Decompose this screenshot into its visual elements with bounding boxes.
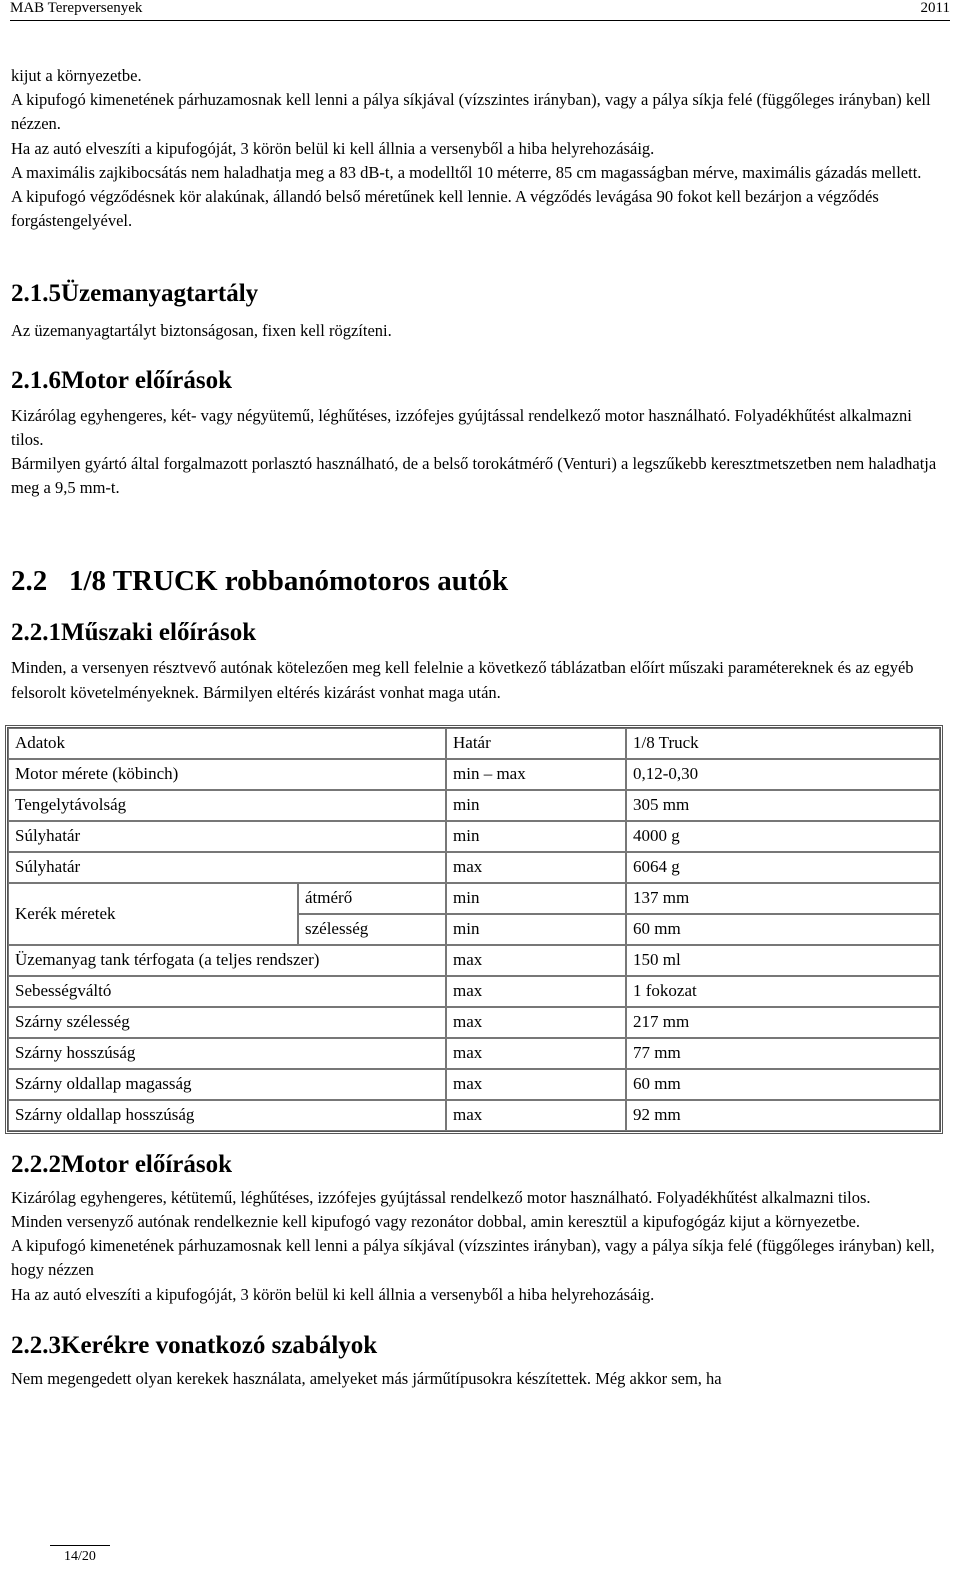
table-row xyxy=(8,883,940,914)
section-title: 1/8 TRUCK robbanómotoros autók xyxy=(69,565,509,598)
table-cell: 0,12-0,30 xyxy=(626,759,940,790)
paragraph: A maximális zajkibocsátás nem haladhatja meg a 83 dB-t, a modelltől 10 méterre, 85 cm magasságban mérve, maximális gázadás mellett. xyxy=(11,162,922,182)
paragraph: A kipufogó kimenetének párhuzamosnak kell lenni a pálya síkjával (vízszintes irányban), vagy a pálya síkja felé (függőleges irányban) kell nézzen. xyxy=(11,90,931,134)
table-cell: max xyxy=(446,1100,626,1131)
table-cell: max xyxy=(446,1007,626,1038)
table-cell: Szárny szélesség xyxy=(8,1007,446,1038)
paragraph: Ha az autó elveszíti a kipufogóját, 3 körön belül ki kell állnia a versenyből a hiba helyrehozásáig. xyxy=(11,1284,655,1304)
table-cell: max xyxy=(446,945,626,976)
table-cell: min xyxy=(446,883,626,914)
paragraph: Nem megengedett olyan kerekek használata, amelyeket más járműtípusokra készítettek. Még akkor sem, ha xyxy=(11,1368,722,1388)
paragraph: Bármilyen gyártó által forgalmazott porlasztó használható, de a belső torokátmérő (Venturi) a legszűkebb keresztmetszetben nem haladhatja meg a 9,5 mm-t. xyxy=(11,454,937,498)
table-cell: Motor mérete (köbinch) xyxy=(8,759,446,790)
paragraph: Kizárólag egyhengeres, kétütemű, léghűtéses, izzófejes gyújtással rendelkező motor használható. Folyadékhűtést alkalmazni tilos. xyxy=(11,1187,871,1207)
section-number: 2.1.5 xyxy=(11,280,61,308)
header-year: 2011 xyxy=(920,0,950,16)
section-title: Motor előírások xyxy=(61,1150,233,1178)
table-cell: 150 ml xyxy=(626,945,940,976)
page-content xyxy=(11,64,941,1391)
header-title: MAB Terepversenyek xyxy=(10,0,143,16)
table-row xyxy=(8,790,940,821)
table-header-cell: 1/8 Truck xyxy=(626,728,940,759)
table-cell: min xyxy=(446,790,626,821)
section-heading-2-1-6 xyxy=(11,366,941,396)
table-cell: max xyxy=(446,1038,626,1069)
table-cell: Kerék méretek xyxy=(8,883,298,945)
table-row xyxy=(8,852,940,883)
section-title: Motor előírások xyxy=(61,366,233,394)
table-cell: Üzemanyag tank térfogata (a teljes rendszer) xyxy=(8,945,446,976)
table-cell: 305 mm xyxy=(626,790,940,821)
table-cell: Szárny oldallap magasság xyxy=(8,1069,446,1100)
table-cell: 60 mm xyxy=(626,1069,940,1100)
spec-table xyxy=(5,725,943,1134)
table-cell: szélesség xyxy=(298,914,446,945)
section-number: 2.2.2 xyxy=(11,1150,61,1178)
paragraph: kijut a környezetbe. xyxy=(11,66,142,85)
section-title: Műszaki előírások xyxy=(61,619,257,647)
table-cell: Szárny oldallap hosszúság xyxy=(8,1100,446,1131)
paragraph: Ha az autó elveszíti a kipufogóját, 3 körön belül ki kell állnia a versenyből a hiba helyrehozásáig. xyxy=(11,138,655,158)
paragraph: A kipufogó kimenetének párhuzamosnak kell lenni a pálya síkjával (vízszintes irányban), vagy a pálya síkja felé (függőleges irányban) kell, hogy nézzen xyxy=(11,1236,935,1280)
table-cell: max xyxy=(446,1069,626,1100)
table-cell: Súlyhatár xyxy=(8,852,446,883)
section-heading-2-1-5 xyxy=(11,279,941,309)
table-row xyxy=(8,1007,940,1038)
table-cell: 92 mm xyxy=(626,1100,940,1131)
table-cell: Tengelytávolság xyxy=(8,790,446,821)
paragraph: Kizárólag egyhengeres, két- vagy négyütemű, léghűtéses, izzófejes gyújtással rendelkező motor használható. Folyadékhűtést alkalmazni tilos. xyxy=(11,405,912,449)
paragraph: Minden, a versenyen résztvevő autónak kötelezően meg kell felelnie a következő táblázatban előírt műszaki paramétereknek és az egyéb felsorolt követelményeknek. Bármilyen eltérés kizárást vonhat maga után. xyxy=(11,658,914,702)
section-title: Kerékre vonatkozó szabályok xyxy=(61,1331,378,1359)
section-title: Üzemanyagtartály xyxy=(61,280,259,308)
table-cell: átmérő xyxy=(298,883,446,914)
table-cell: min – max xyxy=(446,759,626,790)
table-header-cell: Adatok xyxy=(8,728,446,759)
section-number: 2.2.3 xyxy=(11,1331,61,1359)
table-row xyxy=(8,1069,940,1100)
section-heading-2-2-1 xyxy=(11,618,941,648)
table-cell: min xyxy=(446,821,626,852)
page-header xyxy=(10,0,950,21)
table-header-row xyxy=(8,728,940,759)
section-heading-2-2 xyxy=(11,564,941,598)
section-number: 2.2.1 xyxy=(11,619,61,647)
table-row xyxy=(8,759,940,790)
table-cell: Szárny hosszúság xyxy=(8,1038,446,1069)
table-header-cell: Határ xyxy=(446,728,626,759)
paragraph: Az üzemanyagtartályt biztonságosan, fixen kell rögzíteni. xyxy=(11,321,392,341)
table-cell: min xyxy=(446,914,626,945)
table-cell: max xyxy=(446,976,626,1007)
table-cell: 60 mm xyxy=(626,914,940,945)
table-cell: Sebességváltó xyxy=(8,976,446,1007)
section-heading-2-2-2 xyxy=(11,1150,941,1180)
table-cell: max xyxy=(446,852,626,883)
paragraph: Minden versenyző autónak rendelkeznie kell kipufogó vagy rezonátor dobbal, amin keresztül a kipufogógáz kijut a környezetbe. xyxy=(11,1212,860,1232)
table-row xyxy=(8,1038,940,1069)
section-heading-2-2-3 xyxy=(11,1331,941,1361)
table-cell: 4000 g xyxy=(626,821,940,852)
table-cell: 77 mm xyxy=(626,1038,940,1069)
table-row xyxy=(8,945,940,976)
page-number: 14/20 xyxy=(64,1549,96,1564)
paragraph: A kipufogó végződésnek kör alakúnak, állandó belső méretűnek kell lennie. A végződés levágása 90 fokot kell bezárjon a végződés forgástengelyével. xyxy=(11,187,879,231)
table-row xyxy=(8,821,940,852)
table-cell: Súlyhatár xyxy=(8,821,446,852)
table-cell: 217 mm xyxy=(626,1007,940,1038)
table-row xyxy=(8,1100,940,1131)
section-number: 2.2 xyxy=(11,565,48,598)
table-cell: 137 mm xyxy=(626,883,940,914)
footer-rule xyxy=(50,1545,110,1546)
page-footer xyxy=(50,1549,110,1565)
table-row xyxy=(8,976,940,1007)
table-cell: 6064 g xyxy=(626,852,940,883)
section-number: 2.1.6 xyxy=(11,366,61,394)
table-cell: 1 fokozat xyxy=(626,976,940,1007)
